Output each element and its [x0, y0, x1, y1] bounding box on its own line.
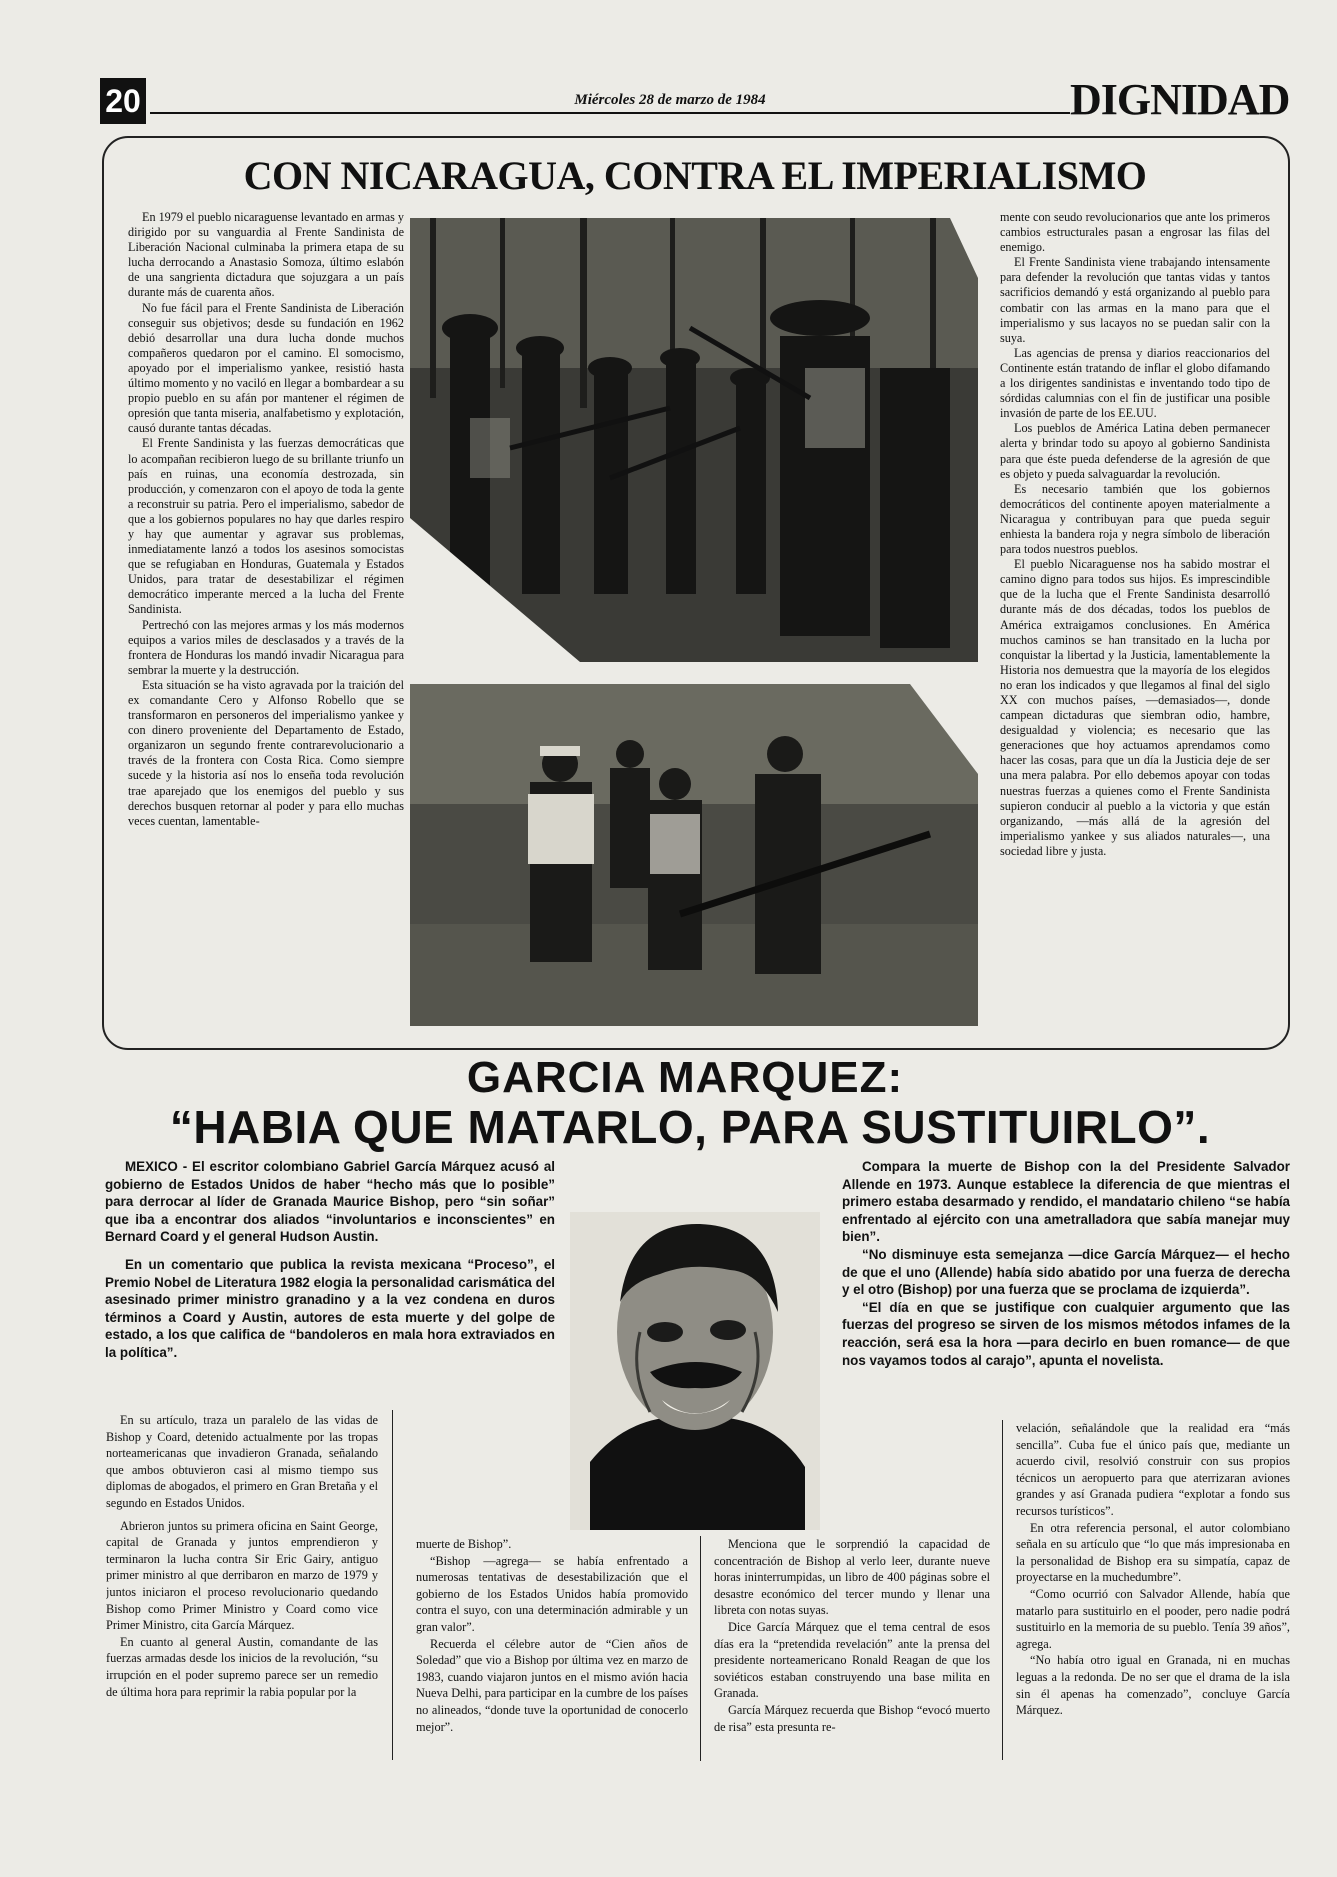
article2-column-3 [714, 1536, 990, 1761]
lead-paragraph: Compara la muerte de Bishop con la del Presidente Salvador Allende en 1973. Aunque establece la diferencia de que mientras el primero estaba desarmado y rendido, el mandatario chileno “se había enfrentado al ejército con una ametralladora que sabía manejar muy bien”. [842, 1159, 1290, 1245]
article2-title-line1: GARCIA MARQUEZ: [466, 1053, 904, 1102]
issue-date: Miércoles 28 de marzo de 1984 [360, 92, 980, 109]
paragraph: velación, señalándole que la realidad era “más sencilla”. Cuba fue el único país que, mediante un acuerdo civil, resolvió construir con sus propios técnicos un aeropuerto para que aterrizaran aviones grandes y así Granada pudiera “explotar a fondo sus recursos turísticos”. [1016, 1421, 1290, 1518]
article2-column-4 [1016, 1420, 1290, 1762]
paragraph: Es necesario también que los gobiernos democráticos del continente apoyen materialmente a Nicaragua y contribuyan para que pueda seguir enhiesta la bandera roja y negra símbolo de liberación para todos nuestros pueblos. [1000, 481, 1270, 557]
article2-column-2 [416, 1536, 688, 1761]
column-rule [700, 1536, 701, 1761]
photo-guerrillas [410, 218, 978, 662]
portrait-illustration [570, 1212, 820, 1530]
paragraph: En otra referencia personal, el autor colombiano señala en su artículo que “lo que más impresionaba en la personalidad de Bishop era su simpatía, capaz de proyectarse en la muchedumbre”. [1016, 1520, 1290, 1585]
lead-paragraph: “No disminuye esta semejanza —dice García Márquez— el hecho de que el uno (Allende) había sido abatido por una fuerza de derecha y el otro (Bishop) por una fuerza que se proclama de izquierda”. [842, 1246, 1290, 1298]
photo-prisoners [410, 684, 978, 1026]
paragraph: muerte de Bishop”. [416, 1537, 512, 1551]
article1-title: CON NICARAGUA, CONTRA EL IMPERIALISMO [243, 153, 1147, 198]
column-rule [392, 1410, 393, 1760]
article2-lead-left [105, 1158, 555, 1362]
paragraph: No fue fácil para el Frente Sandinista de Liberación conseguir sus objetivos; desde su fundación en 1962 debió desarrollar una dura lucha donde muchos compañeros quedaron por el camino. El somocismo, apoyado por el imperialismo yankee, resistió hasta último momento y no vaciló en llegar a bombardear a su propio pueblo en su afán por mantener el régimen de opresión que tanta miseria, analfabetismo y explotación, causó durante tantas décadas. [128, 300, 404, 436]
paragraph: En cuanto al general Austin, comandante de las fuerzas armadas desde los inicios de la revolución, “su irrupción en el poder supremo parece ser un remedio de última hora para reprimir la rabia popular por la [106, 1634, 378, 1699]
paragraph: En 1979 el pueblo nicaraguense levantado en armas y dirigido por su vanguardia al Frente Sandinista de Liberación Nacional culminaba la primera etapa de su lucha derrocando a Anastasio Somoza, último eslabón de una sangrienta dictadura que sojuzgara a un país durante más de cuarenta años. [128, 210, 404, 300]
paragraph: “No había otro igual en Granada, ni en muchas leguas a la redonda. De no ser que el drama de la isla sin él apenas ha comenzado”, concluye García Márquez. [1016, 1653, 1290, 1718]
column-rule [1002, 1420, 1003, 1760]
paragraph: En su artículo, traza un paralelo de las vidas de Bishop y Coard, detenido actualmente por las tropas norteamericanas que invadieron Granada, señalando que ambos obtuvieron casi al mismo tiempo sus diplomas de abogados, el primero en Gran Bretaña y el segundo en Estados Unidos. [106, 1413, 378, 1510]
paragraph: García Márquez recuerda que Bishop “evocó muerto de risa” esta presunta re- [714, 1702, 990, 1734]
paragraph: Recuerda el célebre autor de “Cien años de Soledad” que vio a Bishop por última vez en marzo de 1983, cuando viajaron juntos en el mismo avión hacia Nueva Delhi, para participar en la cumbre de los países no alineados, “donde tuve la oportunidad de conocerlo mejor”. [416, 1636, 688, 1734]
paragraph: Esta situación se ha visto agravada por la traición del ex comandante Cero y Alfonso Robello que se transformaron en personeros del imperialismo yankee y con dinero proveniente del Departamento de Estado, organizaron un segundo frente contrarevolucionario a través de la frontera con Costa Rica. Como siempre sucede y la historia así nos lo enseña toda revolución trae aparejado que los enemigos del pueblo y sus derechos busquen retornar al poder y para ello muchas veces cuentan, lamentable- [128, 677, 404, 828]
masthead-logo: DIGNIDAD [1070, 75, 1290, 124]
paragraph: “Bishop —agrega— se había enfrentado a numerosas tentativas de desestabilización que el gobierno de los Estados Unidos había promovido contra el suyo, con una determinación admirable y un gran valor”. [416, 1553, 688, 1634]
lead-paragraph: En un comentario que publica la revista mexicana “Proceso”, el Premio Nobel de Literatura 1982 elogia la personalidad carismática del asesinado primer ministro granadino y a la vez condena en duros términos a Coard y Austin, autores de esta muerte y del golpe de estado, a los que califica de “bandoleros en mala hora extraviados en la política”. [105, 1256, 555, 1360]
paragraph: El Frente Sandinista viene trabajando intensamente para defender la revolución que tantas vidas y tantos sacrificios demandó y está organizando al pueblo para combatir con las armas en la mano para que el imperialismo y sus lacayos no se puedan salir con la suya. [1000, 255, 1270, 345]
paragraph: Las agencias de prensa y diarios reaccionarios del Continente están tratando de inflar el globo difamando a los dirigentes sandinistas e inventando todo tipo de sórdidas calumnias con el fin de justificar una posible invasión de parte de los EE.UU. [1000, 345, 1270, 421]
paragraph: El pueblo Nicaraguense nos ha sabido mostrar el camino digno para todos sus hijos. Es imprescindible que de la lucha que el Frente Sandinista desarrolló durante más de dos décadas, todos los pueblos de América extraigamos conclusiones. En América muchos caminos se han transitado en la lucha por conquistar la libertad y la Justicia, lamentablemente la Historia nos demuestra que la mayoría de los elegidos no eran los indicados y que llegamos al final del siglo XX con muchos países, —demasiados—, donde campean dictaduras que siembran odio, hambre, desigualdad y violencia; es necesario que las generaciones que hoy actuamos aprendamos como hacer las cosas, para que un día la Justicia deje de ser una mera palabra. Por ello debemos apoyar con todas nuestras fuerzas a quienes como el Frente Sandinista supieron conducir al pueblo a la victoria y que están organizando, —más allá de la agresión del imperialismo yankee y sus aliados naturales—, una sociedad libre y justa. [1000, 557, 1270, 858]
article2-title-line2: “HABIA QUE MATARLO, PARA SUSTITUIRLO”. [169, 1101, 1211, 1153]
article1-column-left [128, 210, 404, 1040]
paragraph: Abrieron juntos su primera oficina en Saint George, capital de Granada y juntos emprendieron y terminaron la lucha contra Sir Eric Gairy, antiguo primer ministro al que derribaron en marzo de 1979 y juntos iniciaron el proceso revolucionario quedando Bishop como Primer Ministro y Coard como vice Primer Ministro, cita García Márquez. [106, 1518, 378, 1633]
lead-paragraph: MEXICO - El escritor colombiano Gabriel García Márquez acusó al gobierno de Estados Unidos de haber “hecho más que lo posible” para derrocar al líder de Granada Maurice Bishop, pero “sin soñar” que iba a encontrar dos aliados “involuntarios e inconscientes” en Bernard Coard y el general Hudson Austin. [105, 1159, 555, 1245]
paragraph: “Como ocurrió con Salvador Allende, había que matarlo para sustituirlo en el pooder, pero nadie podrá sustituirlo en la memoria de su pueblo. Tenía 39 años”, agrega. [1016, 1586, 1290, 1651]
paragraph: Menciona que le sorprendió la capacidad de concentración de Bishop al verlo leer, durante nueve horas ininterrumpidas, un libro de 400 páginas sobre el desastre económico del tercer mundo y llenar una libreta con notas suyas. [714, 1537, 990, 1618]
article2-lead-right [842, 1158, 1290, 1369]
lead-paragraph: “El día en que se justifique con cualquier argumento que las fuerzas del progreso se sirven de los mismos métodos infames de la reacción, será esa la hora —para decirlo en buen romance— de que nos vayamos todos al carajo”, apunta el novelista. [842, 1299, 1290, 1368]
article1-column-right [1000, 210, 1270, 1040]
guerrillas-illustration [410, 218, 978, 662]
article2-column-1 [106, 1412, 378, 1757]
paragraph: Pertrechó con las mejores armas y los más modernos equipos a varios miles de desclasados y a través de la frontera de Honduras los mandó invadir Nicaragua para sembrar la muerte y la destrucción. [128, 617, 404, 677]
page-number: 20 [100, 78, 146, 124]
paragraph: Dice García Márquez que el tema central de esos días era la “pretendida revelación” ante la prensa del presidente norteamericano Ronald Reagan de que los soviéticos estaban construyendo una base milita en Granada. [714, 1619, 990, 1701]
paragraph: mente con seudo revolucionarios que ante los primeros cambios estructurales pasan a engrosar las filas del enemigo. [1000, 210, 1270, 255]
paragraph: El Frente Sandinista y las fuerzas democráticas que lo acompañan recibieron luego de su brillante triunfo un país en ruinas, una economía destrozada, sin producción, y comenzaron con el apoyo de toda la gente a reconstruir su patria. Pero el imperialismo, sabedor de que a los gobiernos populares no hay que darles respiro y hay que aumentar y agravar sus problemas, inmediatamente lanzó a todos los asesinos somocistas que se refugiaban en Honduras, Guatemala y Estados Unidos, para tratar de desestabilizar el régimen democrático imperante merced a la lucha del Frente Sandinista. [128, 436, 404, 617]
photo-garcia-marquez [570, 1212, 820, 1530]
prisoners-illustration [410, 684, 978, 1026]
paragraph: Los pueblos de América Latina deben permanecer alerta y brindar todo su apoyo al gobierno Sandinista para que éste pueda defenderse de la agresión de que es objeto y pueda salvaguardar la revolución. [1000, 421, 1270, 481]
header-rule [150, 112, 1070, 114]
